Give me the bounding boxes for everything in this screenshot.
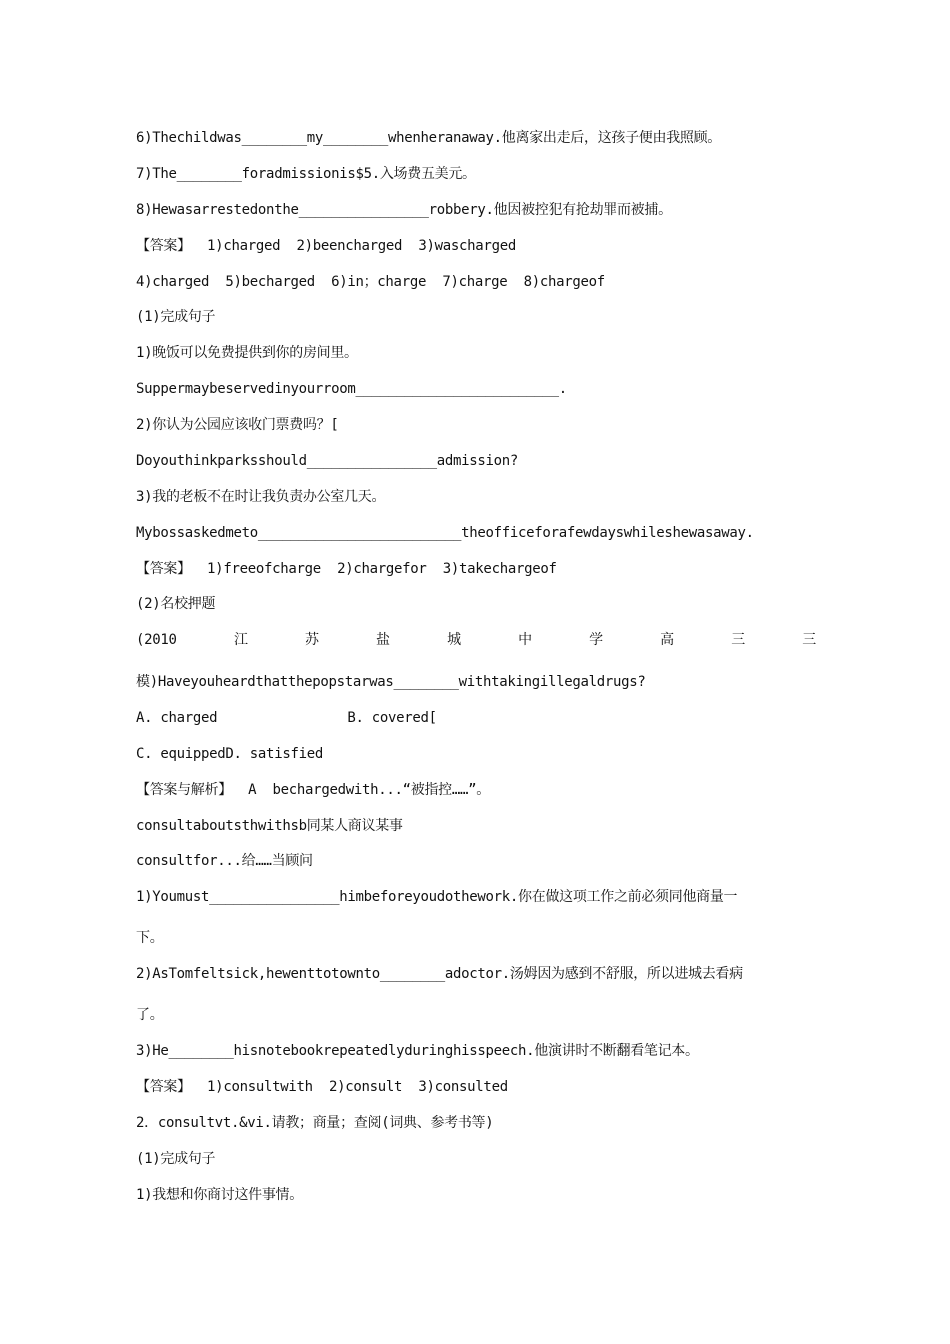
sentence-prompt-2: 2)你认为公园应该收门票费吗？[ (136, 417, 339, 433)
section-heading-complete-sentences: (1)完成句子 (136, 309, 216, 325)
phrase-note-1: consultaboutsthwithsb同某人商议某事 (136, 818, 403, 834)
consult-exercise-3: 3)He________hisnotebookrepeatedlyduringhisspeech.他演讲时不断翻看笔记本。 (136, 1043, 699, 1059)
section-heading-complete-sentences-2: (1)完成句子 (136, 1151, 216, 1167)
exercise-line-7: 7)The________foradmissionis$5.入场费五美元。 (136, 166, 476, 182)
sentence-blank-3: Mybossaskedmeto_________________________theofficeforafewdayswhileshewasaway. (136, 525, 754, 541)
sentence-prompt-3: 3)我的老板不在时让我负责办公室几天。 (136, 489, 386, 505)
phrase-note-2: consultfor...给……当顾问 (136, 853, 313, 869)
source-token: 苏 (305, 632, 319, 648)
consult-exercise-1-cont: 下。 (136, 930, 164, 946)
exam-source-line (136, 630, 816, 650)
exercise-line-6: 6)Thechildwas________my________whenheranaway.他离家出走后，这孩子便由我照顾。 (136, 130, 721, 146)
source-token: 盐 (376, 632, 390, 648)
source-token: (2010 (136, 632, 177, 648)
source-token: 江 (233, 632, 248, 648)
exam-question-stem: 模)Haveyouheardthatthepopstarwas________withtakingillegaldrugs? (136, 674, 646, 690)
answer-analysis: 【答案与解析】 A bechargedwith...“被指控……”。 (136, 782, 490, 798)
source-token: 中 (518, 632, 532, 648)
sentence-blank-2: Doyouthinkparksshould________________admission? (136, 453, 519, 469)
answer-line-2: 4)charged 5)becharged 6)in；charge 7)charge 8)chargeof (136, 274, 605, 290)
option-row-1: A. charged B. covered[ (136, 710, 437, 726)
consult-exercise-2: 2)AsTomfeltsick,hewenttotownto________adoctor.汤姆因为感到不舒服，所以进城去看病 (136, 966, 743, 982)
consult-exercise-2-cont: 了。 (136, 1007, 164, 1023)
answer-line-1: 【答案】 1)charged 2)beencharged 3)wascharged (136, 238, 516, 254)
exercise-line-8: 8)Hewasarrestedonthe________________robbery.他因被控犯有抢劫罪而被捕。 (136, 202, 672, 218)
vocab-heading-consult: 2．consultvt.&vi.请教；商量；查阅(词典、参考书等) (136, 1115, 494, 1131)
sentence-prompt-1: 1)晚饭可以免费提供到你的房间里。 (136, 345, 358, 361)
source-token: 城 (447, 632, 461, 648)
sentence-prompt-4: 1)我想和你商讨这件事情。 (136, 1187, 303, 1203)
source-token: 三 (731, 632, 745, 648)
answer-line-4: 【答案】 1)consultwith 2)consult 3)consulted (136, 1079, 508, 1095)
source-token: 三 (802, 632, 816, 648)
sentence-blank-1: Suppermaybeservedinyourroom_________________________. (136, 381, 567, 397)
answer-line-3: 【答案】 1)freeofcharge 2)chargefor 3)takechargeof (136, 561, 557, 577)
source-token: 高 (660, 632, 674, 648)
source-token: 学 (589, 632, 603, 648)
section-heading-exam-question: (2)名校押题 (136, 596, 216, 612)
option-row-2: C. equippedD. satisfied (136, 746, 323, 762)
consult-exercise-1: 1)Youmust________________himbeforeyoudothework.你在做这项工作之前必须同他商量一 (136, 889, 738, 905)
